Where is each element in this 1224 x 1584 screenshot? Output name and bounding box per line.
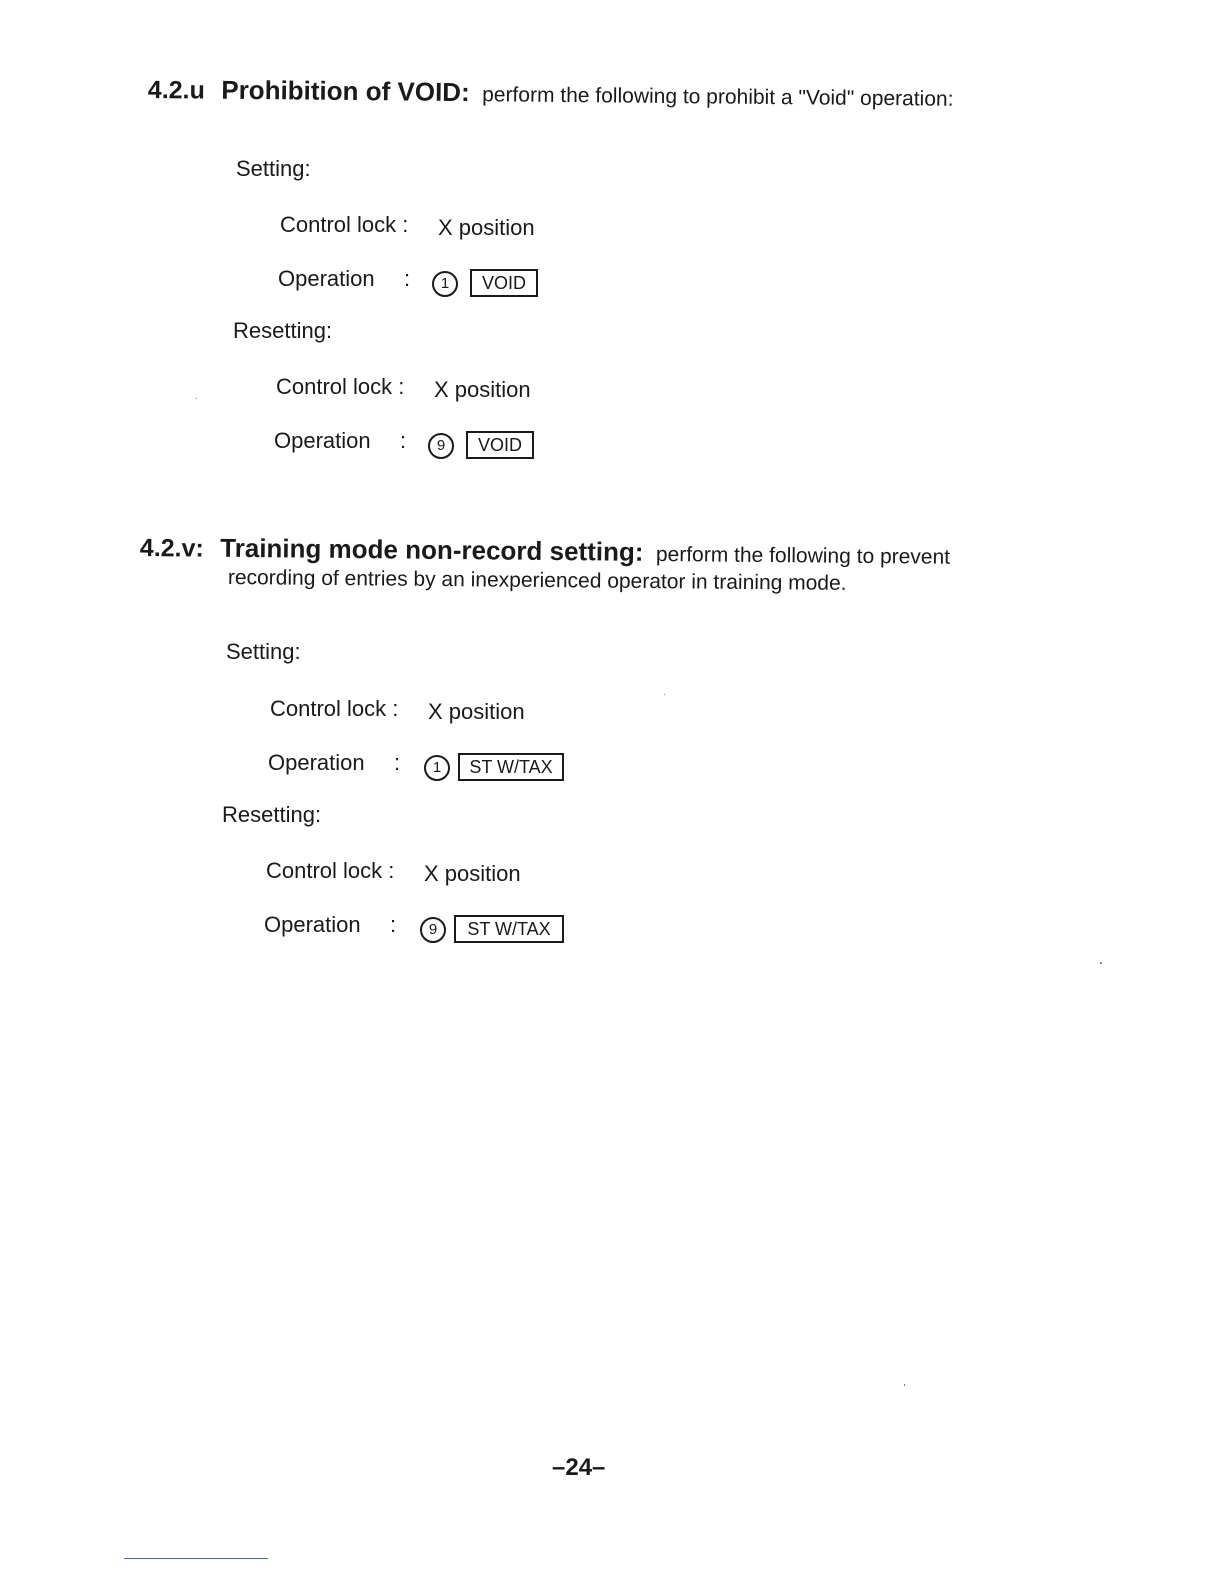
section-v-setting-operation-row (268, 748, 578, 788)
section-v-title: Training mode non-record setting: (220, 532, 644, 567)
section-u-setting-control-lock-row (280, 210, 535, 240)
control-lock-value: X position (434, 377, 531, 402)
control-lock-value: X position (424, 861, 521, 886)
section-v-resetting-operation-row (264, 910, 574, 950)
section-u-setting-operation-row (278, 264, 558, 304)
section-u-resetting-label: Resetting: (233, 318, 333, 343)
control-lock-label: Control lock : (266, 858, 395, 883)
operation-label: Operation (278, 266, 375, 291)
section-u-resetting-control-lock-row (276, 372, 531, 402)
control-lock-label: Control lock : (280, 212, 409, 237)
footer-rule (124, 1558, 268, 1559)
section-v-description-line1: perform the following to prevent (655, 542, 951, 569)
section-u-resetting-operation-row (274, 426, 554, 466)
numeric-key-1-icon: 1 (424, 755, 450, 781)
section-v-heading (140, 534, 950, 569)
scan-speck (1100, 962, 1102, 964)
operation-colon: : (390, 912, 397, 937)
section-v-setting-control-lock-row (270, 694, 525, 724)
control-lock-value: X position (428, 699, 525, 724)
operation-colon: : (394, 750, 401, 775)
section-v-resetting-control-lock-row (266, 856, 521, 886)
operation-label: Operation (268, 750, 365, 775)
section-u-description: perform the following to prohibit a "Void" operation: (482, 83, 954, 111)
control-lock-label: Control lock : (270, 696, 399, 721)
void-key-icon: VOID (466, 431, 534, 459)
operation-label: Operation (264, 912, 361, 937)
page-number: –24– (552, 1454, 606, 1481)
st-wtax-key-icon: ST W/TAX (458, 753, 564, 781)
st-wtax-key-icon: ST W/TAX (454, 915, 564, 943)
numeric-key-1-icon: 1 (432, 271, 458, 297)
section-v-setting-label: Setting: (226, 639, 301, 664)
operation-colon: : (404, 266, 411, 291)
scan-speck (196, 398, 197, 399)
section-u-setting-label: Setting: (236, 156, 311, 181)
control-lock-value: X position (438, 215, 535, 240)
section-u-title: Prohibition of VOID: (221, 74, 470, 108)
numeric-key-9-icon: 9 (420, 917, 446, 943)
section-v-description-line2: recording of entries by an inexperienced operator in training mode. (227, 566, 847, 595)
section-u-heading (148, 76, 954, 111)
scan-speck (664, 694, 665, 695)
numeric-key-9-icon: 9 (428, 433, 454, 459)
control-lock-label: Control lock : (276, 374, 405, 399)
operation-label: Operation (274, 428, 371, 453)
section-u-number: 4.2.u (147, 76, 205, 105)
section-v-resetting-label: Resetting: (222, 802, 322, 827)
void-key-icon: VOID (470, 269, 538, 297)
scan-speck (904, 1384, 905, 1386)
section-v-number: 4.2.v: (139, 534, 204, 563)
operation-colon: : (400, 428, 407, 453)
